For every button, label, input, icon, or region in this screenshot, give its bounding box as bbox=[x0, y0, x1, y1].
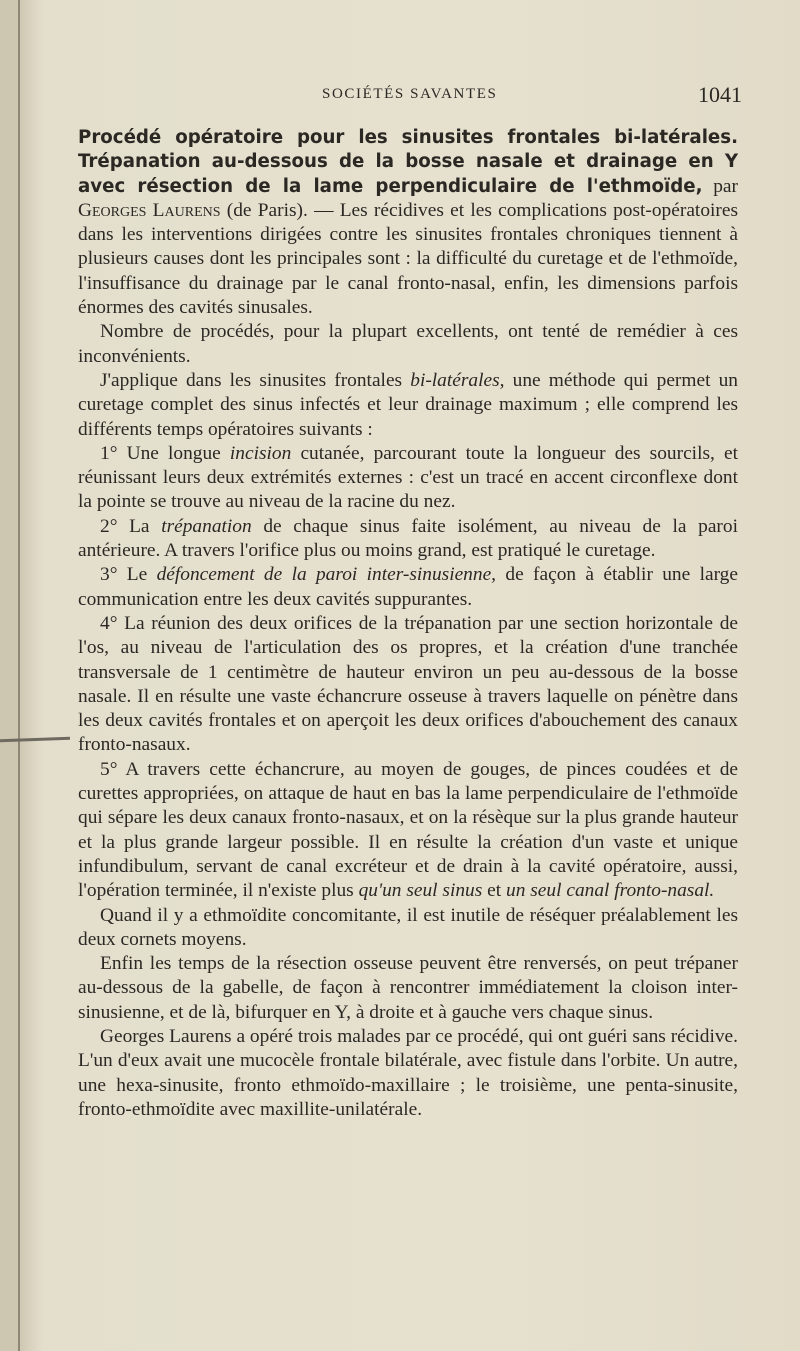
paragraph-intro bbox=[78, 126, 738, 320]
step-4: 4° La réunion des deux orifices de la trépanation par une section horizontale de l'os, au niveau de l'articulation des os propres, et la création d'une tranchée transversale de 1 centimètre de hauteur environ un peu au-dessous de la bosse nasale. Il en résulte une vaste échancrure osseuse à travers laquelle on pénètre dans les deux cavités frontales et on aperçoit les deux orifices d'abouchement des canaux fronto-nasaux. bbox=[78, 612, 738, 756]
text: 5° A travers cette échancrure, au moyen de gouges, de pinces coudées et de curettes appropriées, on attaque de haut en bas la lame perpendiculaire de l'ethmoïde qui sépare les deux canaux fronto-nasaux, et on la résèque sur la plus grande hauteur et la plus grande largeur possible. Il en résulte la création d'un vaste et unique infundibulum, servant de canal excréteur et de drain à la cavité opératoire, aussi, l'opération terminée, il n'existe plus bbox=[78, 758, 738, 902]
emphasis: trépanation bbox=[161, 515, 252, 537]
text: 1° Une longue bbox=[100, 442, 221, 464]
page-number: 1041 bbox=[698, 82, 742, 107]
paragraph: Quand il y a ethmoïdite concomitante, il est inutile de réséquer préalablement les deux cornets moyens. bbox=[78, 904, 738, 950]
article-title: Procédé opératoire pour les sinusites frontales bi-latérales. Trépanation au-dessous de la bosse nasale et drainage en Y avec résection de la lame perpendiculaire de l'ethmoïde, bbox=[78, 127, 738, 197]
paragraph: Nombre de procédés, pour la plupart excellents, ont tenté de remédier à ces inconvénients. bbox=[78, 321, 738, 367]
paragraph: Georges Laurens a opéré trois malades par ce procédé, qui ont guéri sans récidive. L'un d'eux avait une mucocèle frontale bilatérale, avec fistule dans l'orbite. Un autre, une hexa-sinusite, fronto ethmoïdo-maxillaire ; le troisième, une penta-sinusite, fronto-ethmoïdite avec maxillite-unilatérale. bbox=[78, 1025, 738, 1120]
text: J'applique dans les sinusites frontales bbox=[100, 369, 403, 391]
text: cutanée, parcourant toute la longueur des sourcils, et réunissant leurs deux extrémités externes : c'est un tracé en accent circonflexe dont la pointe se trouve au niveau de la racine du nez. bbox=[78, 442, 738, 513]
emphasis: défoncement de la paroi inter-sinusienne, bbox=[156, 564, 497, 586]
text: 3° Le bbox=[100, 564, 148, 586]
paragraph: Enfin les temps de la résection osseuse peuvent être renversés, on peut trépaner au-dessous de la gabelle, de façon à rencontrer immédiatement la cloison inter-sinusienne, et de là, bifurquer en Y, à droite et à gauche vers chaque sinus. bbox=[78, 953, 738, 1023]
text: 2° La bbox=[100, 515, 150, 537]
text: une méthode qui permet un curetage complet des sinus infectés et leur drainage maximum ; elle comprend les différents temps opératoires suivants : bbox=[78, 369, 738, 440]
text: et bbox=[487, 880, 502, 902]
paragraph bbox=[78, 369, 738, 442]
book-spine-shadow bbox=[0, 0, 20, 1351]
author-name: Georges Laurens bbox=[78, 199, 221, 221]
article-body bbox=[78, 126, 738, 1122]
step-5 bbox=[78, 758, 738, 904]
intro-text: — Les récidives et les complications post-opératoires dans les interventions dirigées contre les sinusites frontales chroniques tiennent à plusieurs causes dont les principales sont : la difficulté du curetage et de l'ethmoïde, l'insuffisance du drainage par le canal fronto-nasal, enfin, les dimensions parfois énormes des cavités sinusales. bbox=[78, 199, 739, 319]
byline-par: par bbox=[713, 175, 738, 197]
step-2 bbox=[78, 515, 738, 564]
text: de façon à établir une large communication entre les deux cavités suppurantes. bbox=[78, 564, 738, 610]
text: de chaque sinus faite isolément, au niveau de la paroi antérieure. A travers l'orifice plus ou moins grand, est pratiqué le curetage. bbox=[78, 515, 738, 562]
emphasis: bi-latérales, bbox=[410, 369, 505, 391]
emphasis: qu'un seul sinus bbox=[358, 880, 483, 902]
running-title: SOCIÉTÉS SAVANTES bbox=[322, 86, 498, 102]
step-3 bbox=[78, 563, 738, 612]
author-location: (de Paris). bbox=[226, 199, 308, 221]
step-1 bbox=[78, 442, 738, 515]
binding-edge bbox=[18, 0, 20, 1351]
emphasis: un seul canal fronto-nasal. bbox=[506, 880, 715, 902]
page-header bbox=[0, 82, 800, 112]
emphasis: incision bbox=[229, 442, 292, 464]
